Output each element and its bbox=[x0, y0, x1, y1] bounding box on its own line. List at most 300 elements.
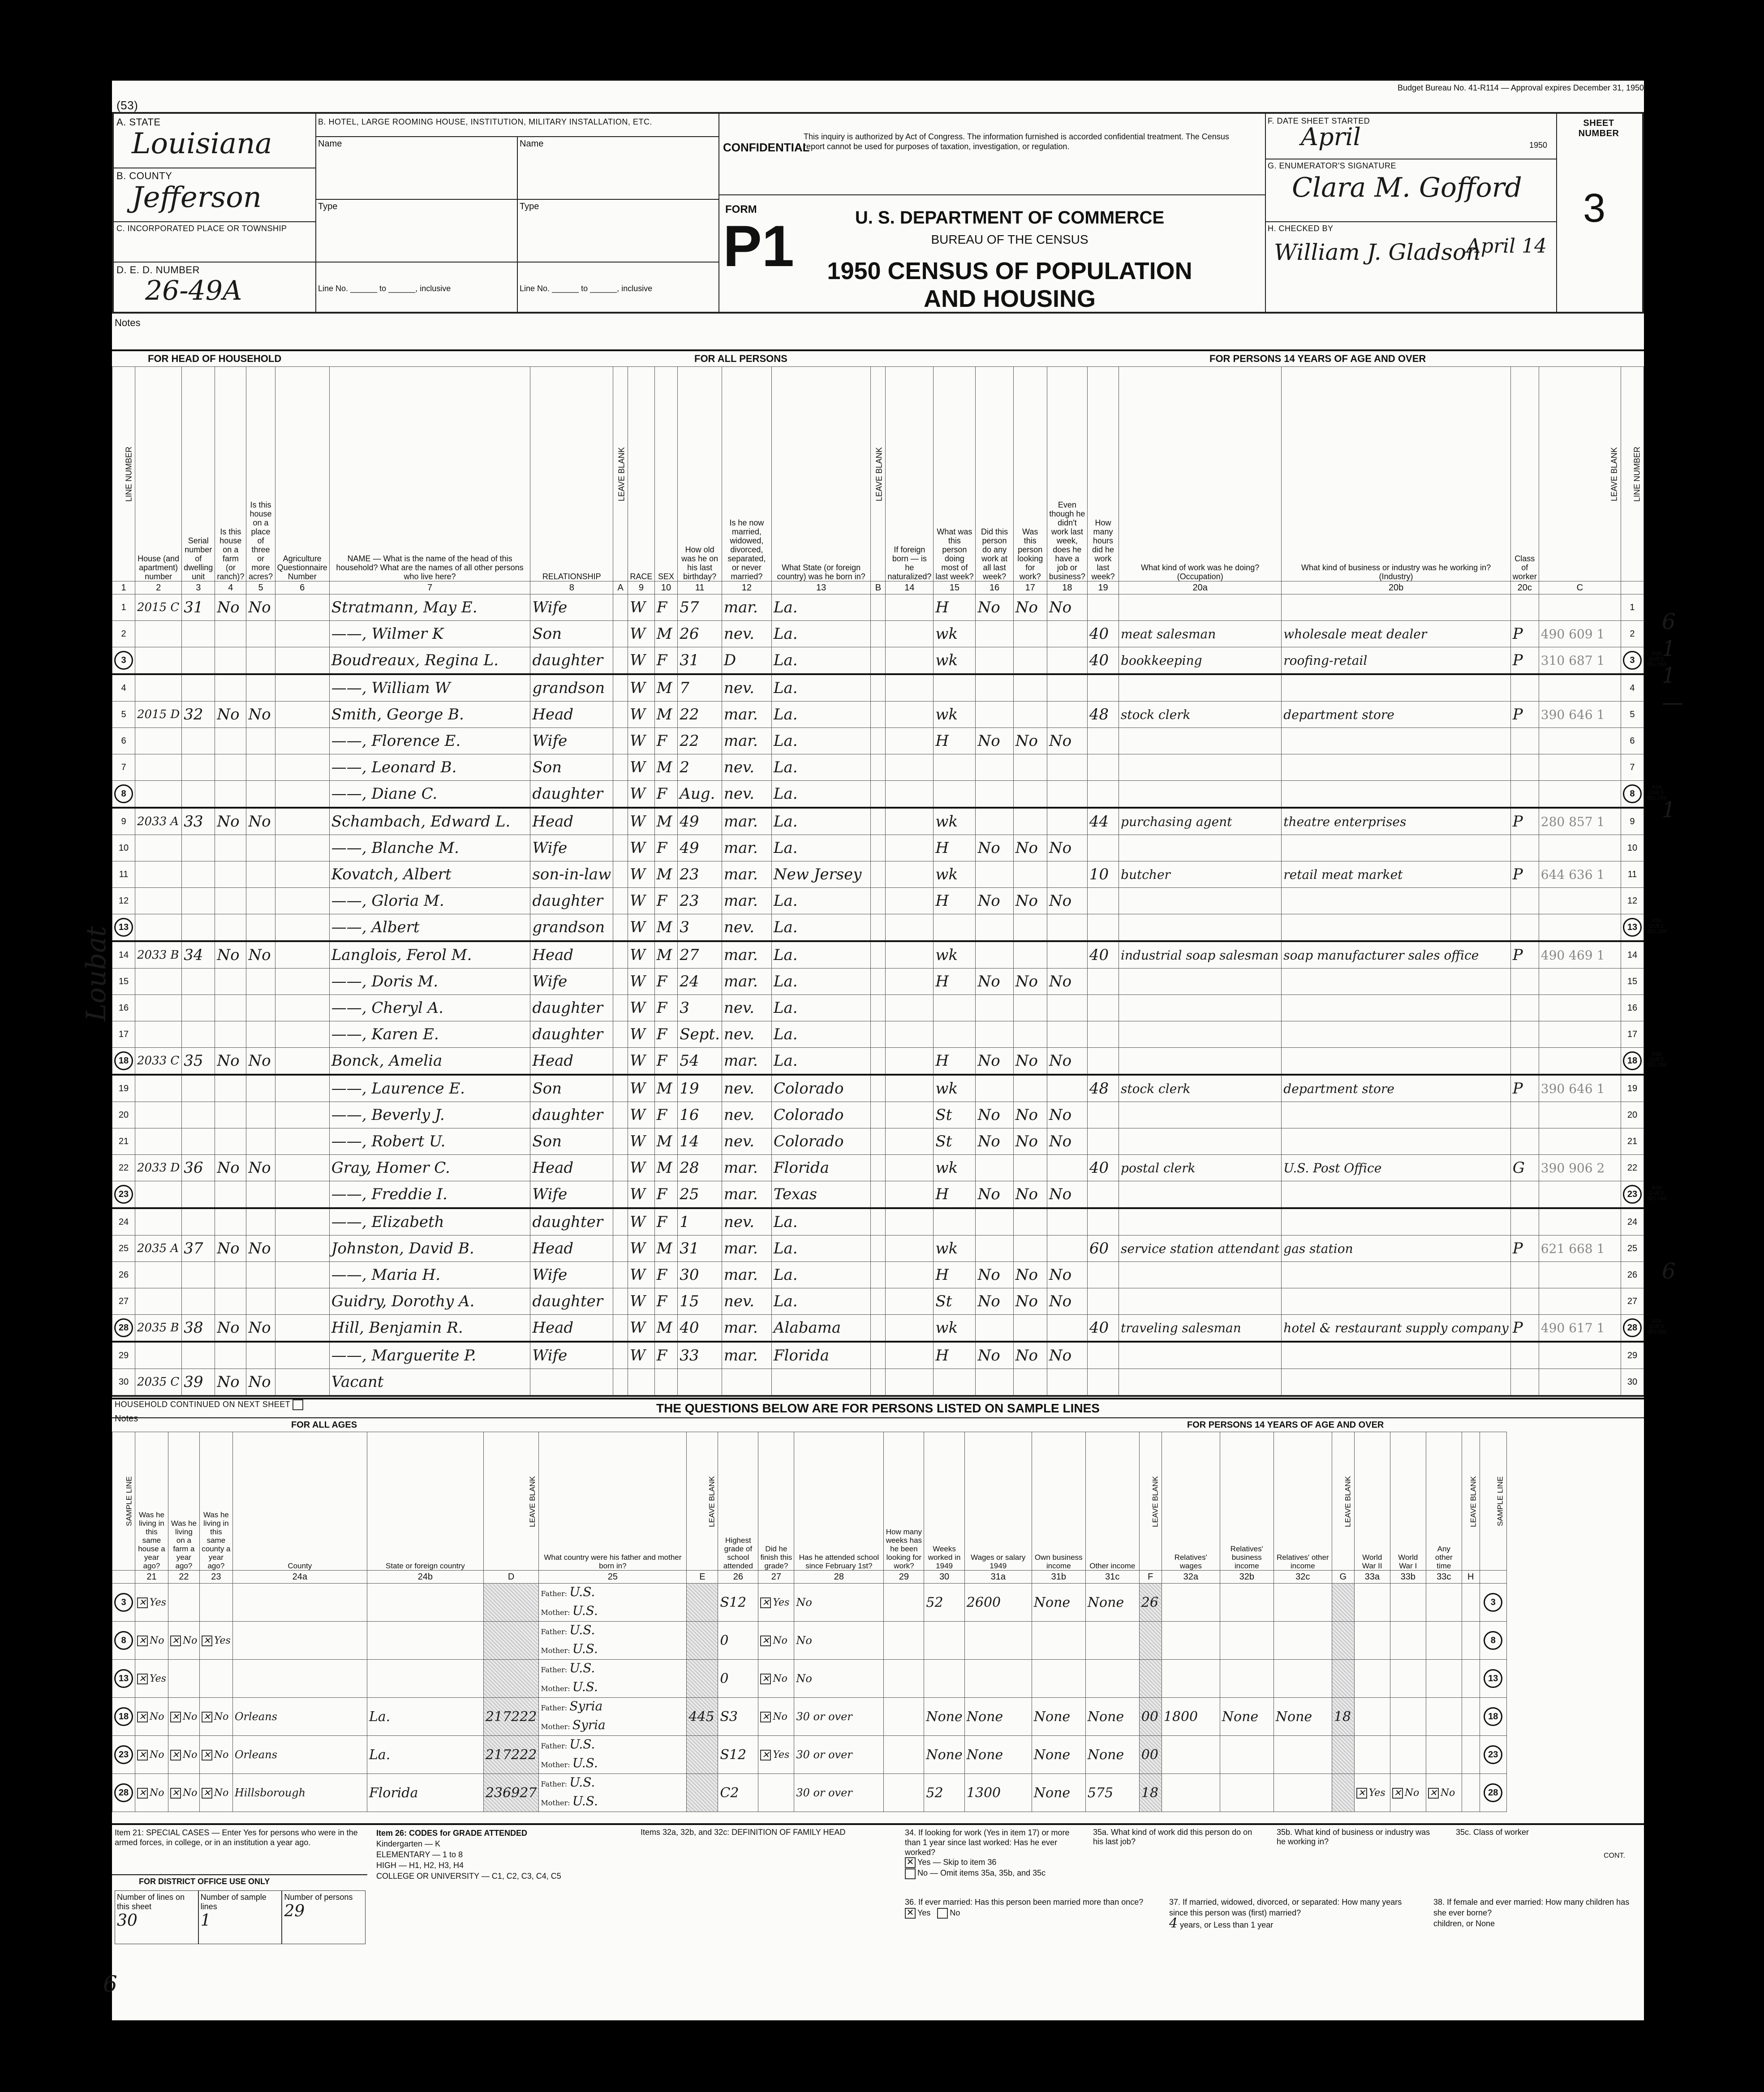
sample-line-number bbox=[112, 1660, 135, 1698]
line-number: 5 bbox=[1621, 702, 1644, 728]
line-number: 26 bbox=[1621, 1262, 1644, 1288]
column-number: 32c bbox=[1274, 1571, 1332, 1584]
sheet-number: 3 bbox=[1583, 186, 1606, 231]
cell-c18: No bbox=[1047, 1048, 1087, 1075]
cell-ww1[interactable] bbox=[1390, 1736, 1426, 1774]
cell-hrs bbox=[1087, 914, 1119, 942]
column-header: Was he living on a farm a year ago? bbox=[168, 1432, 199, 1571]
line-number: 22 bbox=[112, 1155, 135, 1181]
cell-age: 24 bbox=[678, 969, 722, 995]
cell-mar: D bbox=[722, 647, 771, 675]
checked-box-icon[interactable]: ✕ bbox=[137, 1750, 148, 1761]
cell-other_svc[interactable] bbox=[1426, 1774, 1462, 1812]
cell-race: W bbox=[628, 941, 655, 969]
column-header: County bbox=[232, 1432, 367, 1571]
cell-ww1[interactable] bbox=[1390, 1660, 1426, 1698]
column-number: H bbox=[1462, 1571, 1480, 1584]
cell-cls: P bbox=[1510, 861, 1539, 888]
cell-occ: purchasing agent bbox=[1119, 808, 1282, 835]
q35b-text: 35b. What kind of business or industry was he working in? bbox=[1277, 1828, 1430, 1846]
blank-cell bbox=[275, 969, 329, 995]
grade-code: COLLEGE OR UNIVERSITY — C1, C2, C3, C4, C5 bbox=[376, 1872, 561, 1881]
cell-finish[interactable] bbox=[758, 1774, 794, 1812]
cell-r_other bbox=[1274, 1584, 1332, 1622]
checked-box-icon[interactable]: ✕ bbox=[170, 1750, 181, 1761]
checked-box-icon[interactable]: ✕ bbox=[760, 1750, 771, 1761]
cell-finish[interactable] bbox=[758, 1584, 794, 1622]
checkbox-label: Yes bbox=[150, 1673, 166, 1684]
cell-acres bbox=[246, 835, 275, 861]
cell-birth: La. bbox=[771, 647, 871, 675]
cell-g bbox=[1332, 1774, 1354, 1812]
cell-race: W bbox=[628, 861, 655, 888]
cell-mar: nev. bbox=[722, 781, 771, 808]
line-number: 25 bbox=[1621, 1235, 1644, 1262]
table-row bbox=[112, 1262, 1644, 1288]
cell-own: None bbox=[1032, 1698, 1085, 1736]
form-id: P1 bbox=[723, 213, 795, 279]
cell-serial bbox=[182, 888, 215, 914]
cell-code bbox=[1539, 781, 1621, 808]
cell-race: W bbox=[628, 1075, 655, 1102]
cell-county: Orleans bbox=[232, 1698, 367, 1736]
cell-age: 3 bbox=[678, 914, 722, 942]
cell-finish[interactable] bbox=[758, 1736, 794, 1774]
cell-farm bbox=[215, 621, 246, 647]
blank-cell bbox=[886, 808, 934, 835]
checkbox-label: No bbox=[214, 1711, 229, 1722]
cell-q21[interactable] bbox=[135, 1736, 168, 1774]
cell-house bbox=[135, 1288, 182, 1315]
cell-q22[interactable] bbox=[168, 1774, 199, 1812]
line-number: 17 bbox=[112, 1021, 135, 1048]
q34-text: 34. If looking for work (Yes in item 17) or more than 1 year since last worked: Has he ever worked? bbox=[905, 1828, 1070, 1857]
cell-birth: New Jersey bbox=[771, 861, 871, 888]
q36-yes-checkbox[interactable]: ✕ bbox=[905, 1908, 916, 1919]
cell-acres: No bbox=[246, 1155, 275, 1181]
q34-no-label: No — Omit items 35a, 35b, and 35c bbox=[917, 1868, 1046, 1878]
cell-code bbox=[1539, 1369, 1621, 1395]
cell-farm bbox=[215, 1262, 246, 1288]
checked-box-icon[interactable]: ✕ bbox=[760, 1712, 771, 1722]
cell-name: ——, Diane C. bbox=[329, 781, 530, 808]
line-number: 4 bbox=[112, 674, 135, 702]
column-number: 30 bbox=[924, 1571, 964, 1584]
column-number: 18 bbox=[1047, 581, 1087, 594]
cell-mar: nev. bbox=[722, 1075, 771, 1102]
blank-cell bbox=[886, 754, 934, 781]
cell-name: Langlois, Ferol M. bbox=[329, 941, 530, 969]
cell-house bbox=[135, 1181, 182, 1209]
table-row bbox=[112, 1155, 1644, 1181]
blank-cell bbox=[613, 1102, 628, 1128]
sheet-number-block bbox=[1556, 114, 1641, 312]
cell-birth: Colorado bbox=[771, 1075, 871, 1102]
cell-acres bbox=[246, 1208, 275, 1235]
cell-c17: No bbox=[1013, 1048, 1047, 1075]
cell-sex: F bbox=[654, 1342, 678, 1369]
cell-other_svc[interactable] bbox=[1426, 1660, 1462, 1698]
tally-mark: 1 bbox=[1662, 663, 1676, 688]
cell-code: 310 687 1 bbox=[1539, 647, 1621, 675]
checked-box-icon[interactable]: ✕ bbox=[137, 1788, 148, 1799]
cell-county: Orleans bbox=[232, 1736, 367, 1774]
checked-box-icon[interactable]: ✕ bbox=[760, 1597, 771, 1608]
cell-age: 25 bbox=[678, 1181, 722, 1209]
ask-questions-tag: ASK QUES. BELOW bbox=[1647, 784, 1667, 801]
q36-no-checkbox[interactable] bbox=[937, 1908, 948, 1919]
blank-cell bbox=[613, 1235, 628, 1262]
checked-box-icon[interactable]: ✕ bbox=[137, 1674, 148, 1684]
column-header: How many hours did he work last week? bbox=[1087, 367, 1119, 581]
blank-cell bbox=[871, 781, 886, 808]
cell-age: 14 bbox=[678, 1128, 722, 1155]
cell-code bbox=[1539, 1208, 1621, 1235]
blank-cell bbox=[275, 754, 329, 781]
cell-occ bbox=[1119, 728, 1282, 754]
cell-hrs: 40 bbox=[1087, 647, 1119, 675]
cell-name: Smith, George B. bbox=[329, 702, 530, 728]
cell-cls bbox=[1510, 1181, 1539, 1209]
cell-ww2[interactable] bbox=[1354, 1736, 1390, 1774]
blank-cell bbox=[613, 888, 628, 914]
cell-c16: No bbox=[976, 1181, 1013, 1209]
blank-cell bbox=[613, 1369, 628, 1395]
column-number bbox=[1480, 1571, 1506, 1584]
blank-cell bbox=[275, 1235, 329, 1262]
cell-q21[interactable] bbox=[135, 1698, 168, 1736]
cell-birth: La. bbox=[771, 888, 871, 914]
grade-codes-title: Item 26: CODES for GRADE ATTENDED bbox=[376, 1829, 528, 1838]
column-number: 19 bbox=[1087, 581, 1119, 594]
q34-yes-checkbox[interactable]: ✕ bbox=[905, 1857, 916, 1868]
checked-box-icon[interactable]: ✕ bbox=[202, 1788, 212, 1799]
cell-ww2[interactable] bbox=[1354, 1698, 1390, 1736]
column-header: Did this person do any work at all last week? bbox=[976, 367, 1013, 581]
blank-cell bbox=[871, 647, 886, 675]
blank-cell bbox=[613, 594, 628, 621]
line-number bbox=[1621, 647, 1667, 675]
cell-c16 bbox=[976, 674, 1013, 702]
cell-c18: No bbox=[1047, 594, 1087, 621]
cell-rel: daughter bbox=[530, 647, 613, 675]
column-header: If foreign born — is he naturalized? bbox=[886, 367, 934, 581]
cell-c18: No bbox=[1047, 1288, 1087, 1315]
cell-acres: No bbox=[246, 808, 275, 835]
cell-cls: P bbox=[1510, 621, 1539, 647]
cell-q23[interactable] bbox=[199, 1774, 232, 1812]
ed-label: D. E. D. NUMBER bbox=[116, 264, 200, 275]
cell-sex: M bbox=[654, 621, 678, 647]
cell-wages: 2600 bbox=[964, 1584, 1032, 1622]
cell-ww1[interactable] bbox=[1390, 1622, 1426, 1660]
cell-rel: Wife bbox=[530, 969, 613, 995]
cell-q23[interactable] bbox=[199, 1698, 232, 1736]
blank-cell bbox=[275, 1369, 329, 1395]
cell-mar: nev. bbox=[722, 1128, 771, 1155]
q36-no-label: No bbox=[950, 1908, 960, 1917]
cell-sex bbox=[654, 1369, 678, 1395]
column-number: 33c bbox=[1426, 1571, 1462, 1584]
cell-serial bbox=[182, 1128, 215, 1155]
checkbox-label: No bbox=[182, 1711, 198, 1722]
line-number bbox=[112, 1048, 135, 1075]
cell-school[interactable]: No bbox=[794, 1584, 884, 1622]
cell-q21[interactable] bbox=[135, 1660, 168, 1698]
checked-box-icon[interactable]: ✕ bbox=[202, 1750, 212, 1761]
cell-farm bbox=[215, 888, 246, 914]
checked-box-icon[interactable]: ✕ bbox=[170, 1712, 181, 1722]
cell-looking bbox=[884, 1698, 924, 1736]
checked-box-icon[interactable]: ✕ bbox=[760, 1636, 771, 1646]
cell-r_own bbox=[1220, 1584, 1274, 1622]
father-label: Father: bbox=[541, 1589, 570, 1598]
checked-box-icon[interactable]: ✕ bbox=[137, 1597, 148, 1608]
checked-by-signature: William J. Gladson bbox=[1274, 239, 1481, 265]
cell-house bbox=[135, 914, 182, 942]
cell-ww2[interactable] bbox=[1354, 1622, 1390, 1660]
column-number: 22 bbox=[168, 1571, 199, 1584]
father-value: U.S. bbox=[569, 1661, 595, 1675]
cell-cls bbox=[1510, 1262, 1539, 1288]
checked-box-icon[interactable]: ✕ bbox=[202, 1636, 212, 1646]
cell-ww1[interactable] bbox=[1390, 1774, 1426, 1812]
line-number: 6 bbox=[1621, 728, 1644, 754]
cell-c16 bbox=[976, 1155, 1013, 1181]
checked-box-icon[interactable]: ✕ bbox=[170, 1636, 181, 1646]
cell-birth: La. bbox=[771, 621, 871, 647]
blank-cell bbox=[613, 1128, 628, 1155]
line-number: 1 bbox=[112, 594, 135, 621]
cell-c18: No bbox=[1047, 969, 1087, 995]
checked-box-icon[interactable]: ✕ bbox=[137, 1636, 148, 1646]
cell-cls: P bbox=[1510, 1315, 1539, 1342]
cell-ww1[interactable] bbox=[1390, 1698, 1426, 1736]
cell-farm: No bbox=[215, 1235, 246, 1262]
blank-cell bbox=[886, 1369, 934, 1395]
cell-house bbox=[135, 1075, 182, 1102]
cell-sex: F bbox=[654, 1021, 678, 1048]
cell-school[interactable]: No bbox=[794, 1622, 884, 1660]
cell-c15 bbox=[934, 995, 976, 1021]
cell-c18 bbox=[1047, 1235, 1087, 1262]
column-header: LINE NUMBER bbox=[1621, 367, 1644, 581]
cell-other_svc[interactable] bbox=[1426, 1698, 1462, 1736]
cell-code bbox=[1539, 594, 1621, 621]
column-number: 9 bbox=[628, 581, 655, 594]
cell-other_svc[interactable] bbox=[1426, 1584, 1462, 1622]
cell-other: None bbox=[1085, 1698, 1139, 1736]
cell-c16: No bbox=[976, 1128, 1013, 1155]
cell-r_other bbox=[1274, 1660, 1332, 1698]
cell-school[interactable]: 30 or over bbox=[794, 1698, 884, 1736]
cell-c17: No bbox=[1013, 888, 1047, 914]
parents-birthplace bbox=[539, 1736, 687, 1774]
cell-ind bbox=[1282, 754, 1510, 781]
cell-q23[interactable] bbox=[199, 1660, 232, 1698]
cell-rel: Wife bbox=[530, 728, 613, 754]
cell-serial bbox=[182, 674, 215, 702]
cell-school[interactable]: 30 or over bbox=[794, 1774, 884, 1812]
cell-ind bbox=[1282, 1181, 1510, 1209]
column-header: LEAVE BLANK bbox=[1462, 1432, 1480, 1571]
cell-q21[interactable] bbox=[135, 1622, 168, 1660]
cell-other_svc[interactable] bbox=[1426, 1622, 1462, 1660]
cell-serial bbox=[182, 969, 215, 995]
cell-q23[interactable] bbox=[199, 1622, 232, 1660]
cell-ww1[interactable] bbox=[1390, 1584, 1426, 1622]
confidential-text: This inquiry is authorized by Act of Congress. The information furnished is accorded confidential treatment. The Census report cannot be used for purposes of taxation, investigation, or regulation. bbox=[804, 132, 1229, 151]
cell-other: None bbox=[1085, 1584, 1139, 1622]
cell-cls: G bbox=[1510, 1155, 1539, 1181]
cell-e bbox=[687, 1774, 718, 1812]
sample-line-number bbox=[112, 1698, 135, 1736]
footer-block bbox=[112, 1823, 1644, 1959]
cell-state: La. bbox=[367, 1698, 483, 1736]
cell-q22[interactable] bbox=[168, 1660, 199, 1698]
cell-name: ——, Laurence E. bbox=[329, 1075, 530, 1102]
checked-on-date: April 14 bbox=[1467, 235, 1547, 258]
cell-ww2[interactable] bbox=[1354, 1660, 1390, 1698]
cell-c17: No bbox=[1013, 1342, 1047, 1369]
district-value: 1 bbox=[200, 1911, 211, 1930]
cell-acres bbox=[246, 754, 275, 781]
cell-race: W bbox=[628, 1342, 655, 1369]
table-row bbox=[112, 1128, 1644, 1155]
cell-hrs bbox=[1087, 674, 1119, 702]
cell-acres bbox=[246, 1342, 275, 1369]
cell-house: 2035 A bbox=[135, 1235, 182, 1262]
blank-cell bbox=[613, 1021, 628, 1048]
sample-row bbox=[112, 1584, 1507, 1622]
column-header: Was he living in this same county a year ago? bbox=[199, 1432, 232, 1571]
cell-race: W bbox=[628, 888, 655, 914]
q36 bbox=[905, 1897, 1156, 1919]
cell-birth: La. bbox=[771, 1288, 871, 1315]
cell-age: 22 bbox=[678, 702, 722, 728]
cell-race: W bbox=[628, 594, 655, 621]
blank-cell bbox=[613, 1262, 628, 1288]
cell-ww2[interactable] bbox=[1354, 1774, 1390, 1812]
cell-occ bbox=[1119, 1369, 1282, 1395]
cell-serial bbox=[182, 1288, 215, 1315]
cell-c18: No bbox=[1047, 1262, 1087, 1288]
cell-race: W bbox=[628, 1155, 655, 1181]
blank-cell bbox=[613, 1208, 628, 1235]
line-number: 30 bbox=[112, 1369, 135, 1395]
q37-text: 37. If married, widowed, divorced, or separated: How many years since this person was (first) married? bbox=[1169, 1898, 1402, 1917]
district-value: 30 bbox=[117, 1911, 138, 1930]
cell-weeks: 52 bbox=[924, 1584, 964, 1622]
cell-rel: Head bbox=[530, 1048, 613, 1075]
cell-school[interactable]: No bbox=[794, 1660, 884, 1698]
cell-age: 7 bbox=[678, 674, 722, 702]
column-header: State or foreign country bbox=[367, 1432, 483, 1571]
checked-box-icon[interactable]: ✕ bbox=[760, 1674, 771, 1684]
cell-hrs bbox=[1087, 781, 1119, 808]
cell-code: 390 646 1 bbox=[1539, 702, 1621, 728]
cell-other_svc[interactable] bbox=[1426, 1736, 1462, 1774]
sample-line-marker: 23 bbox=[1484, 1745, 1502, 1764]
cell-c18 bbox=[1047, 808, 1087, 835]
cell-code bbox=[1539, 969, 1621, 995]
cell-name: ——, Marguerite P. bbox=[329, 1342, 530, 1369]
cell-q22[interactable] bbox=[168, 1622, 199, 1660]
checked-box-icon[interactable]: ✕ bbox=[1392, 1788, 1403, 1799]
cell-finish[interactable] bbox=[758, 1660, 794, 1698]
sample-line-marker: 13 bbox=[1484, 1669, 1502, 1688]
blank-cell bbox=[886, 674, 934, 702]
cell-finish[interactable] bbox=[758, 1622, 794, 1660]
table-row bbox=[112, 1021, 1644, 1048]
cell-occ bbox=[1119, 1048, 1282, 1075]
blank-cell bbox=[613, 647, 628, 675]
column-number: 11 bbox=[678, 581, 722, 594]
sample-line-marker: 3 bbox=[1484, 1593, 1502, 1612]
cell-sex: F bbox=[654, 728, 678, 754]
cell-rel: Head bbox=[530, 1315, 613, 1342]
checked-box-icon[interactable]: ✕ bbox=[170, 1788, 181, 1799]
cell-q21[interactable] bbox=[135, 1774, 168, 1812]
cell-sex: M bbox=[654, 808, 678, 835]
cell-q22[interactable] bbox=[168, 1584, 199, 1622]
cell-race: W bbox=[628, 1315, 655, 1342]
cell-age: 2 bbox=[678, 754, 722, 781]
checkbox-label: Yes bbox=[150, 1597, 166, 1608]
column-number: 24a bbox=[232, 1571, 367, 1584]
cell-ww2[interactable] bbox=[1354, 1584, 1390, 1622]
cell-rel: daughter bbox=[530, 1102, 613, 1128]
cell-c17: No bbox=[1013, 1181, 1047, 1209]
cell-school[interactable]: 30 or over bbox=[794, 1736, 884, 1774]
cell-c18: No bbox=[1047, 728, 1087, 754]
cell-mar: mar. bbox=[722, 1262, 771, 1288]
cell-q22[interactable] bbox=[168, 1698, 199, 1736]
cell-rel: Head bbox=[530, 1155, 613, 1181]
cell-c15: St bbox=[934, 1128, 976, 1155]
cell-q23[interactable] bbox=[199, 1584, 232, 1622]
blank-cell bbox=[275, 1021, 329, 1048]
cell-name: ——, Beverly J. bbox=[329, 1102, 530, 1128]
cell-acres: No bbox=[246, 941, 275, 969]
blank-cell bbox=[886, 1048, 934, 1075]
cell-serial bbox=[182, 1181, 215, 1209]
checked-box-icon[interactable]: ✕ bbox=[1428, 1788, 1439, 1799]
cell-q22[interactable] bbox=[168, 1736, 199, 1774]
cell-finish[interactable] bbox=[758, 1698, 794, 1736]
cell-q21[interactable] bbox=[135, 1584, 168, 1622]
cell-q23[interactable] bbox=[199, 1736, 232, 1774]
cell-state bbox=[367, 1660, 483, 1698]
cell-e bbox=[687, 1584, 718, 1622]
blank-cell bbox=[275, 1262, 329, 1288]
sample-row bbox=[112, 1736, 1507, 1774]
line-number bbox=[112, 914, 135, 942]
checked-box-icon[interactable]: ✕ bbox=[202, 1712, 212, 1722]
cell-county bbox=[232, 1584, 367, 1622]
q34-no-checkbox[interactable] bbox=[905, 1868, 916, 1879]
column-number: 25 bbox=[539, 1571, 687, 1584]
checked-box-icon[interactable]: ✕ bbox=[137, 1712, 148, 1722]
cell-hrs bbox=[1087, 1102, 1119, 1128]
cell-ind: gas station bbox=[1282, 1235, 1510, 1262]
cell-c16 bbox=[976, 1021, 1013, 1048]
line-number: 21 bbox=[112, 1128, 135, 1155]
cell-farm bbox=[215, 1288, 246, 1315]
sample-line-marker: 23 bbox=[114, 1745, 133, 1764]
checked-box-icon[interactable]: ✕ bbox=[1356, 1788, 1367, 1799]
cell-hrs bbox=[1087, 1048, 1119, 1075]
